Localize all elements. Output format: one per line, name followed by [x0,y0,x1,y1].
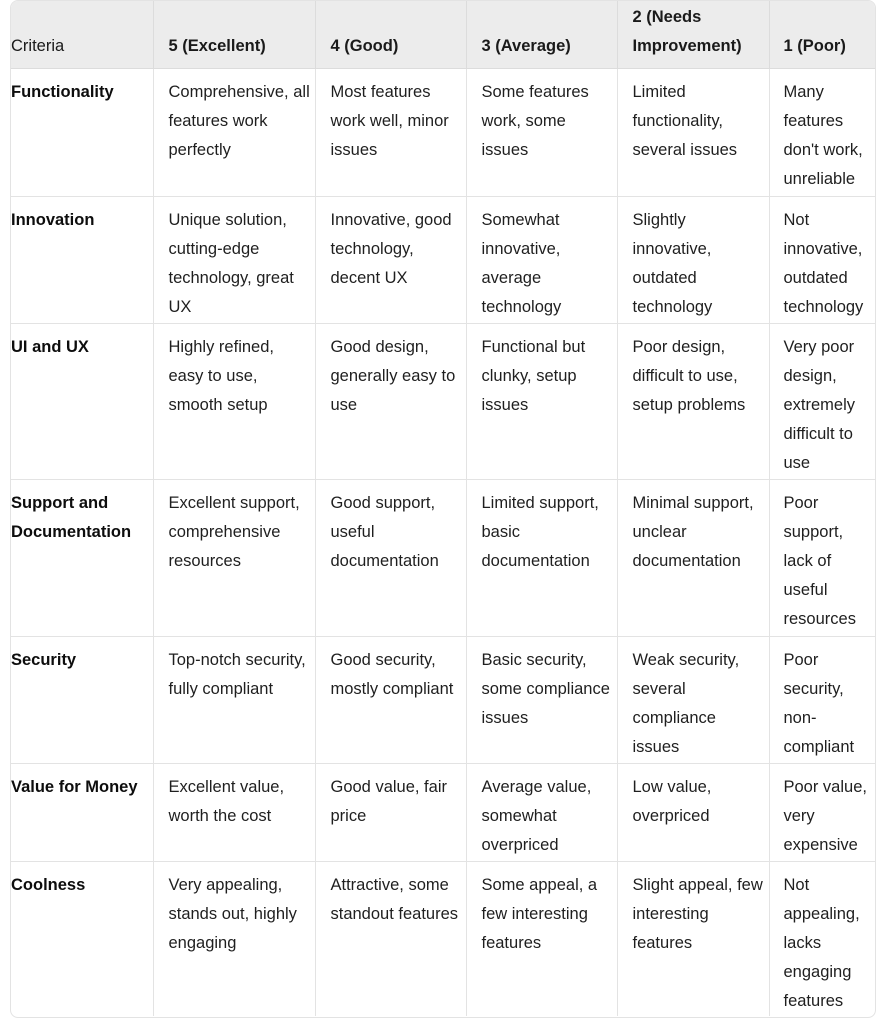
table-cell: Excellent value, worth the cost [153,763,315,861]
rubric-table [11,1,875,1016]
table-cell: Most features work well, minor issues [315,68,466,196]
table-cell: Very appealing, stands out, highly engaging [153,861,315,1016]
table-cell: Many features don't work, unreliable [769,68,875,196]
criteria-cell: Innovation [11,196,153,323]
rubric-table-container [10,0,876,1018]
table-cell: Some appeal, a few interesting features [466,861,617,1016]
table-cell: Top-notch security, fully compliant [153,636,315,763]
table-cell: Poor support, lack of useful resources [769,479,875,636]
header-score-4: 4 (Good) [315,1,466,68]
table-cell: Basic security, some compliance issues [466,636,617,763]
table-cell: Unique solution, cutting-edge technology, great UX [153,196,315,323]
table-cell: Not innovative, outdated technology [769,196,875,323]
table-cell: Innovative, good technology, decent UX [315,196,466,323]
header-score-1: 1 (Poor) [769,1,875,68]
table-cell: Highly refined, easy to use, smooth setup [153,323,315,479]
header-score-2: 2 (Needs Improvement) [617,1,769,68]
table-cell: Some features work, some issues [466,68,617,196]
table-row [11,763,875,861]
table-cell: Good value, fair price [315,763,466,861]
table-header [11,1,875,68]
table-cell: Limited support, basic documentation [466,479,617,636]
table-row [11,323,875,479]
table-cell: Good support, useful documentation [315,479,466,636]
header-score-3: 3 (Average) [466,1,617,68]
table-cell: Slight appeal, few interesting features [617,861,769,1016]
criteria-cell: Coolness [11,861,153,1016]
table-cell: Somewhat innovative, average technology [466,196,617,323]
table-cell: Weak security, several compliance issues [617,636,769,763]
table-cell: Slightly innovative, outdated technology [617,196,769,323]
header-criteria: Criteria [11,1,153,68]
table-row [11,861,875,1016]
criteria-cell: Support and Documentation [11,479,153,636]
table-cell: Minimal support, unclear documentation [617,479,769,636]
header-score-5: 5 (Excellent) [153,1,315,68]
table-cell: Average value, somewhat overpriced [466,763,617,861]
table-cell: Not appealing, lacks engaging features [769,861,875,1016]
table-cell: Poor design, difficult to use, setup problems [617,323,769,479]
criteria-cell: Functionality [11,82,114,101]
table-row [11,68,875,196]
table-cell: Functional but clunky, setup issues [466,323,617,479]
table-row [11,636,875,763]
table-cell: Good design, generally easy to use [315,323,466,479]
table-cell: Very poor design, extremely difficult to use [769,323,875,479]
table-cell: Poor value, very expensive [769,763,875,861]
table-cell: Comprehensive, all features work perfectly [153,68,315,196]
header-row [11,1,875,68]
table-cell: Poor security, non-compliant [769,636,875,763]
table-cell: Excellent support, comprehensive resources [153,479,315,636]
table-cell: Low value, overpriced [617,763,769,861]
table-cell: Good security, mostly compliant [315,636,466,763]
criteria-cell: UI and UX [11,323,153,479]
table-row [11,196,875,323]
table-row [11,479,875,636]
criteria-cell: Value for Money [11,763,153,861]
criteria-cell: Security [11,636,153,763]
table-body [11,68,875,1016]
table-cell: Limited functionality, several issues [617,68,769,196]
table-cell: Attractive, some standout features [315,861,466,1016]
